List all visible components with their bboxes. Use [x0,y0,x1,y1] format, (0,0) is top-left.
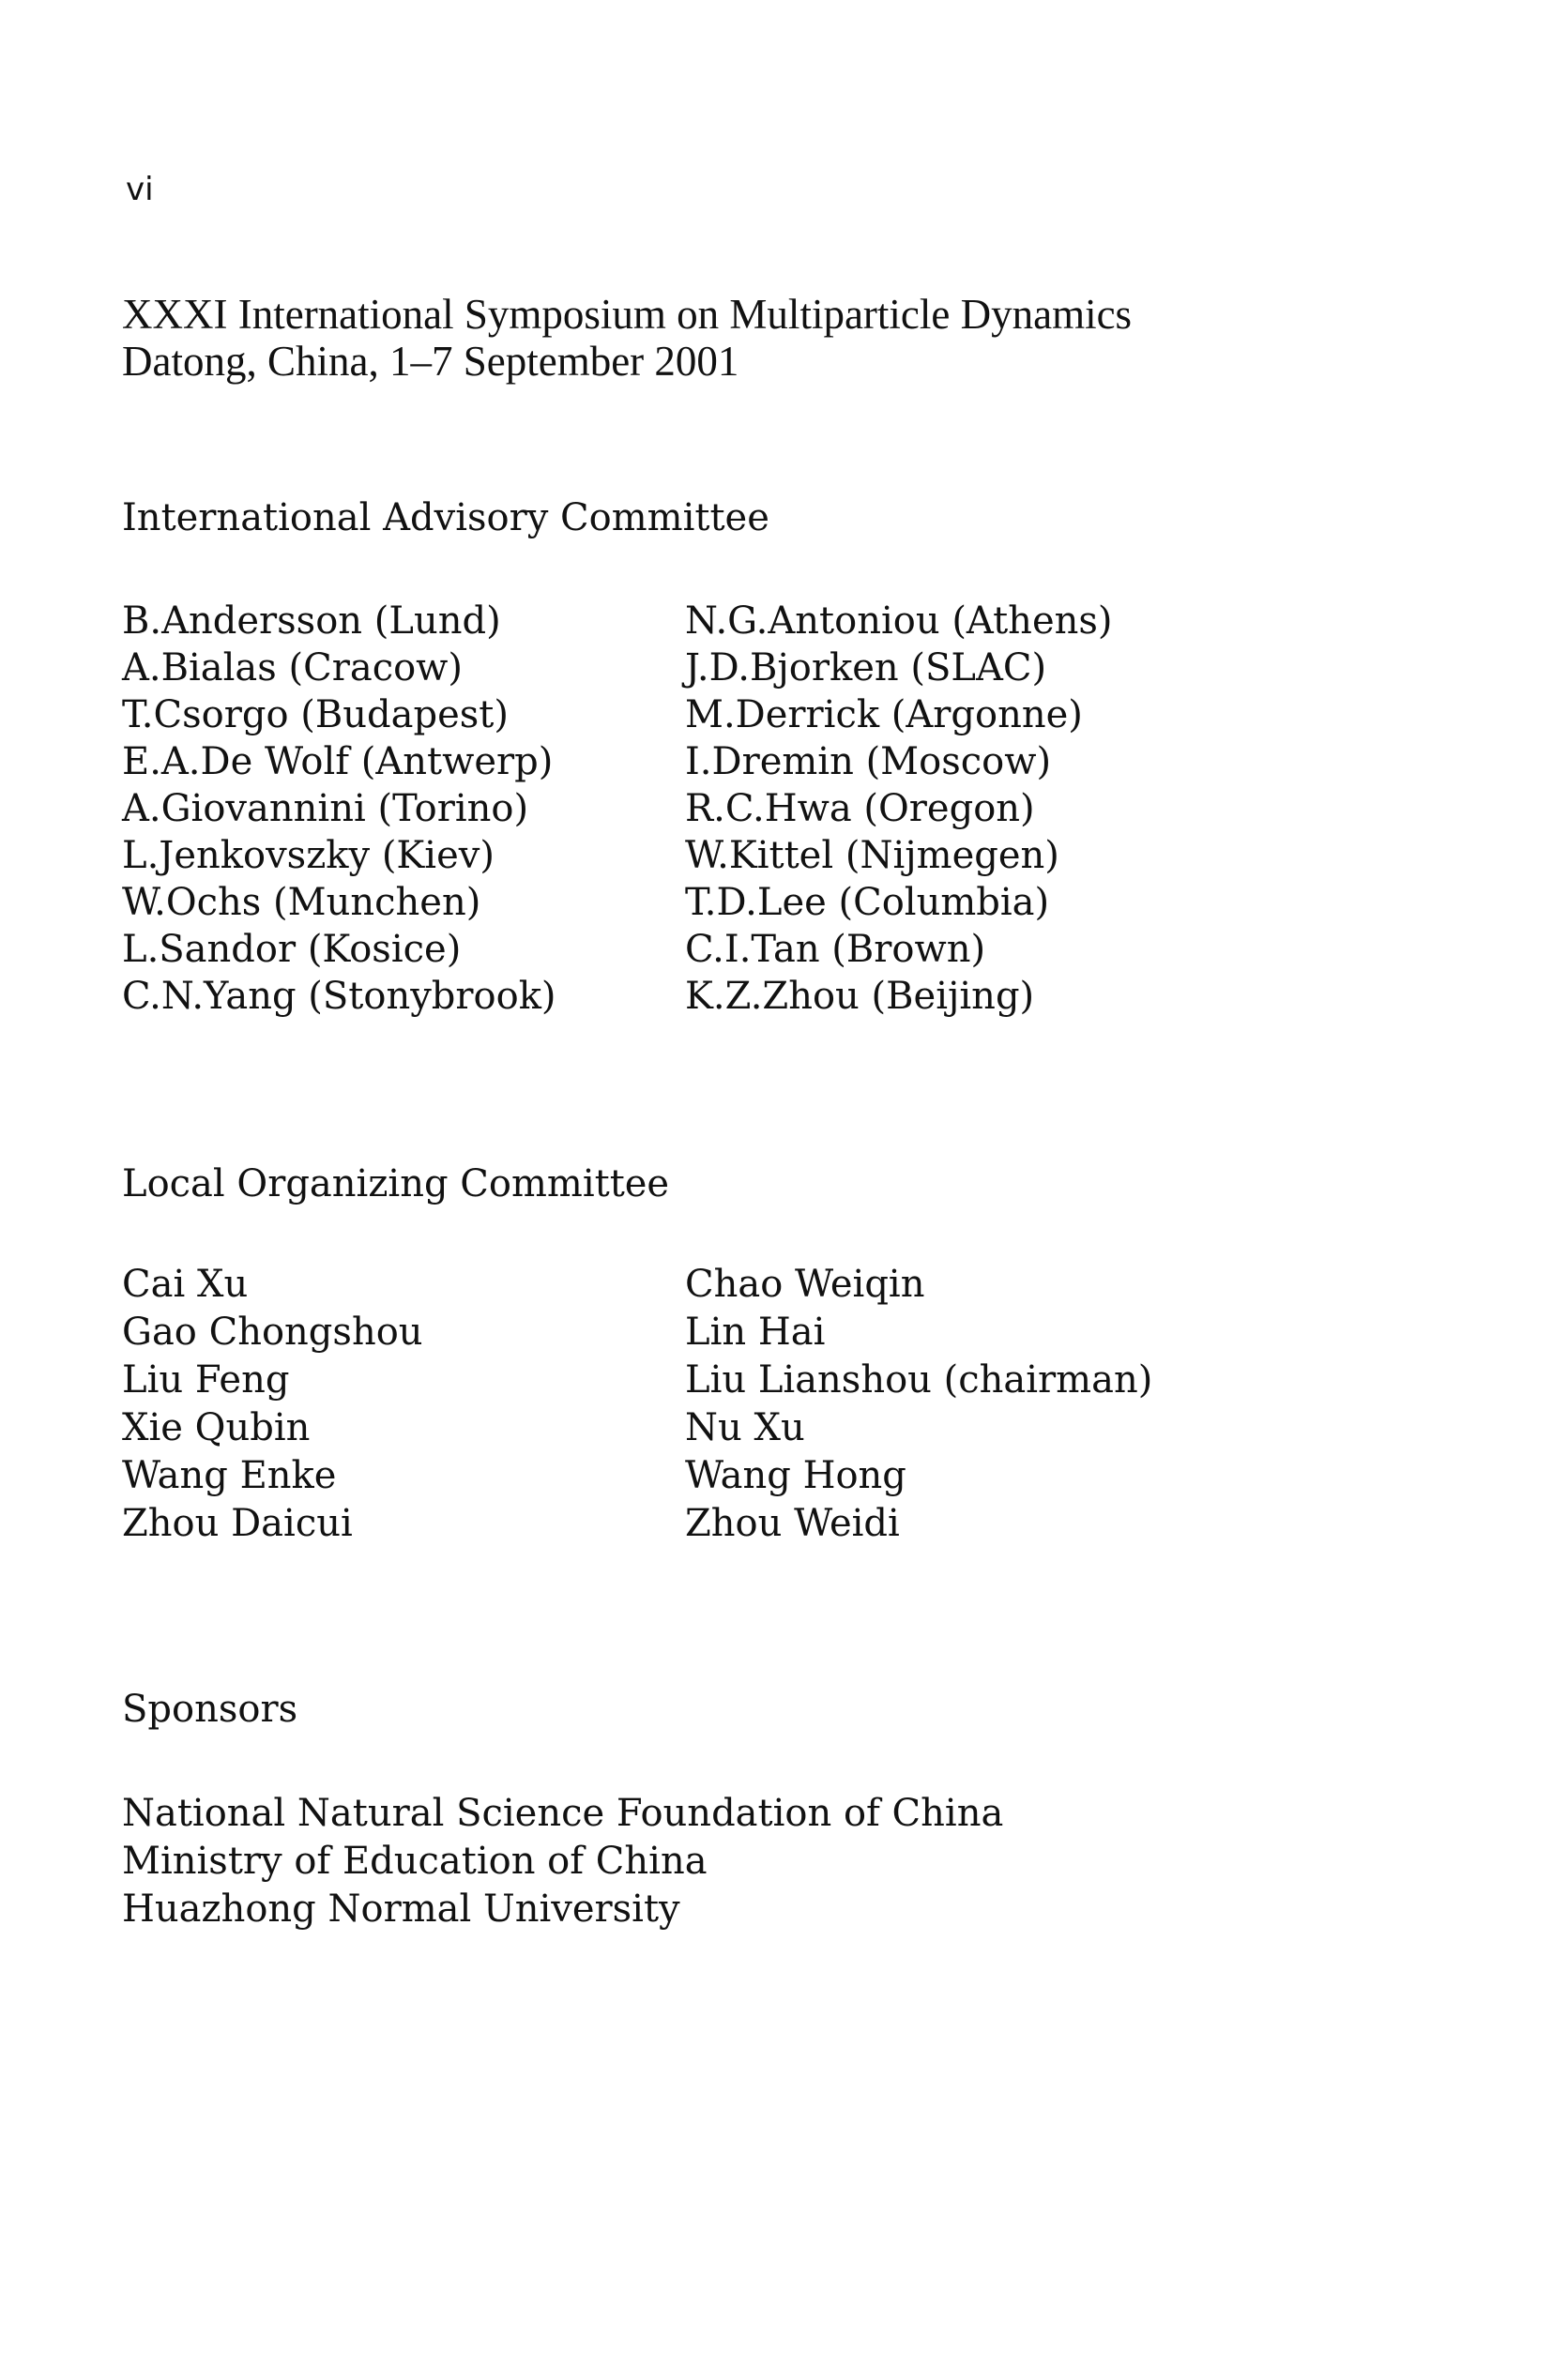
local-list-right [685,1261,1152,1548]
local-member: Gao Chongshou [122,1311,423,1354]
advisory-member: W.Ochs (Munchen) [122,881,481,924]
advisory-member: E.A.De Wolf (Antwerp) [122,740,554,783]
local-member: Wang Enke [122,1454,337,1497]
local-member: Zhou Weidi [685,1502,900,1545]
local-list-left [122,1261,423,1548]
local-member: Chao Weiqin [685,1263,925,1306]
page-number: vi [126,171,154,208]
advisory-member: C.N.Yang (Stonybrook) [122,975,556,1018]
advisory-member: I.Dremin (Moscow) [685,740,1052,783]
advisory-list-left [122,598,556,1020]
local-member: Liu Feng [122,1358,290,1402]
local-member: Zhou Daicui [122,1502,353,1545]
sponsor-item: Huazhong Normal University [122,1887,680,1931]
symposium-title: XXXI International Symposium on Multiparticle Dynamics [122,291,1133,338]
advisory-member: A.Bialas (Cracow) [122,646,464,690]
advisory-member: B.Andersson (Lund) [122,599,501,643]
local-member: Cai Xu [122,1263,249,1306]
sponsor-item: National Natural Science Foundation of China [122,1792,1004,1835]
advisory-member: J.D.Bjorken (SLAC) [685,646,1047,690]
advisory-committee-title: International Advisory Committee [122,496,769,539]
advisory-member: C.I.Tan (Brown) [685,928,986,971]
advisory-member: N.G.Antoniou (Athens) [685,599,1113,643]
local-member: Xie Qubin [122,1406,311,1449]
local-committee-title: Local Organizing Committee [122,1162,670,1205]
advisory-member: T.Csorgo (Budapest) [122,693,509,736]
local-member: Nu Xu [685,1406,805,1449]
advisory-member: L.Jenkovszky (Kiev) [122,834,495,877]
local-member: Liu Lianshou (chairman) [685,1358,1153,1402]
advisory-list-right [685,598,1113,1020]
sponsors-title: Sponsors [122,1688,298,1731]
local-member: Lin Hai [685,1311,826,1354]
advisory-member: A.Giovannini (Torino) [122,787,529,830]
advisory-member: W.Kittel (Nijmegen) [685,834,1059,877]
symposium-location-date: Datong, China, 1–7 September 2001 [122,338,739,385]
local-member: Wang Hong [685,1454,906,1497]
sponsors-list [122,1790,1003,1933]
advisory-member: T.D.Lee (Columbia) [685,881,1050,924]
symposium-header [122,291,1132,385]
advisory-member: K.Z.Zhou (Beijing) [685,975,1035,1018]
advisory-member: R.C.Hwa (Oregon) [685,787,1035,830]
advisory-member: L.Sandor (Kosice) [122,928,462,971]
advisory-member: M.Derrick (Argonne) [685,693,1083,736]
sponsor-item: Ministry of Education of China [122,1840,708,1883]
